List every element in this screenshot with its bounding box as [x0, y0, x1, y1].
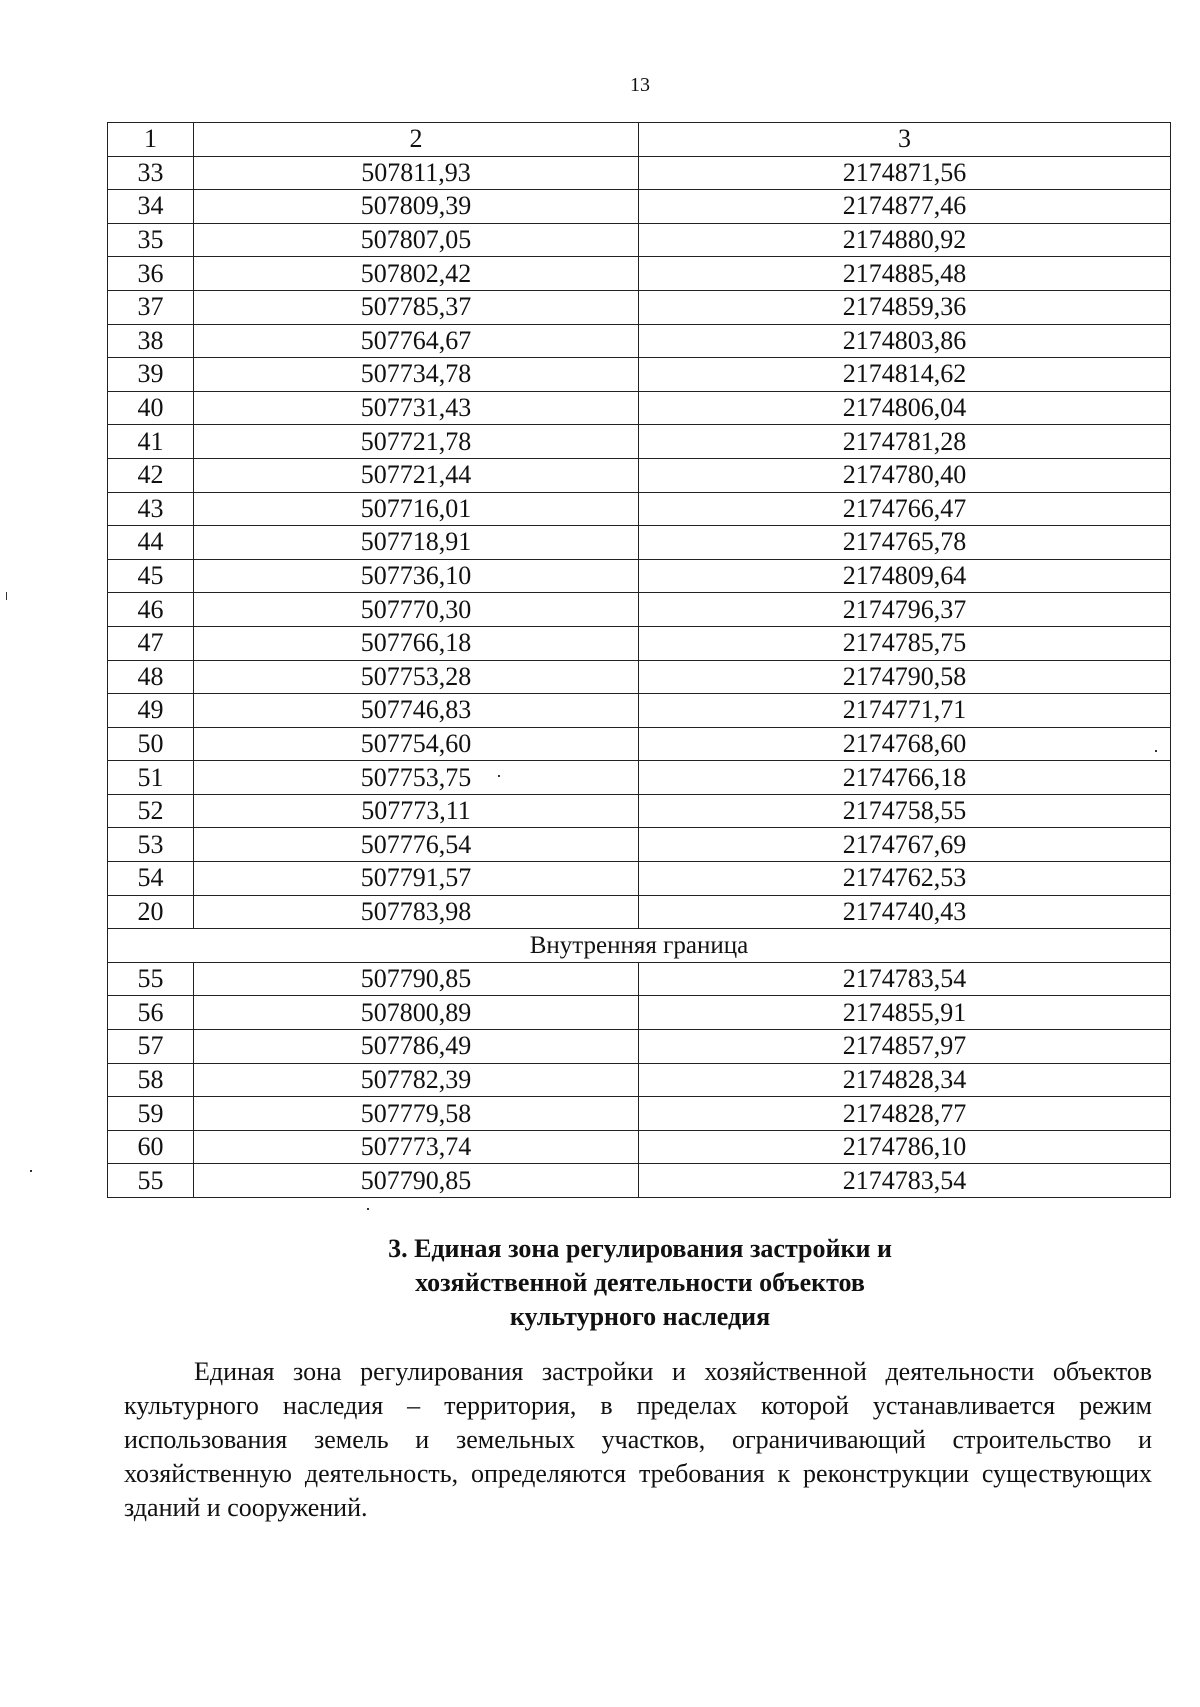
table-row [108, 223, 1171, 257]
coord-y-cell: 2174790,58 [639, 660, 1171, 694]
table-row [108, 727, 1171, 761]
coord-x-cell: 507785,37 [194, 290, 639, 324]
coord-y-cell: 2174828,77 [639, 1097, 1171, 1131]
point-number-cell: 55 [108, 1164, 194, 1198]
coord-x-cell: 507754,60 [194, 727, 639, 761]
point-number-cell: 34 [108, 190, 194, 224]
table-row [108, 862, 1171, 896]
coord-x-cell: 507782,39 [194, 1063, 639, 1097]
table-row [108, 593, 1171, 627]
table-row [108, 526, 1171, 560]
point-number-cell: 41 [108, 425, 194, 459]
table-row [108, 492, 1171, 526]
point-number-cell: 44 [108, 526, 194, 560]
coord-x-cell: 507721,78 [194, 425, 639, 459]
point-number-cell: 59 [108, 1097, 194, 1131]
point-number-cell: 46 [108, 593, 194, 627]
point-number-cell: 60 [108, 1130, 194, 1164]
scan-speck [367, 1208, 369, 1210]
coord-x-cell: 507776,54 [194, 828, 639, 862]
coord-y-cell: 2174783,54 [639, 1164, 1171, 1198]
point-number-cell: 45 [108, 559, 194, 593]
section-paragraph: Единая зона регулирования застройки и хозяйственной деятельности объектов культурного наследия – территория, в пределах которой устанавливается режим использования земель и земельных участков, ограничивающий строительство и хозяйственную деятельность, определяются требования к реконструкции существующих зданий и сооружений. [124, 1357, 1152, 1522]
coord-x-cell: 507790,85 [194, 1164, 639, 1198]
coord-x-cell: 507753,28 [194, 660, 639, 694]
point-number-cell: 35 [108, 223, 194, 257]
point-number-cell: 55 [108, 962, 194, 996]
point-number-cell: 20 [108, 895, 194, 929]
coord-x-cell: 507800,89 [194, 996, 639, 1030]
coord-x-cell: 507811,93 [194, 156, 639, 190]
scan-speck [6, 592, 7, 600]
coord-x-cell: 507716,01 [194, 492, 639, 526]
coord-y-cell: 2174766,47 [639, 492, 1171, 526]
table-row [108, 156, 1171, 190]
table-row [108, 761, 1171, 795]
coord-x-cell: 507773,11 [194, 794, 639, 828]
coord-y-cell: 2174785,75 [639, 626, 1171, 660]
coord-y-cell: 2174765,78 [639, 526, 1171, 560]
coord-y-cell: 2174781,28 [639, 425, 1171, 459]
point-number-cell: 42 [108, 458, 194, 492]
table-row [108, 559, 1171, 593]
point-number-cell: 51 [108, 761, 194, 795]
coord-x-cell: 507791,57 [194, 862, 639, 896]
coord-y-cell: 2174783,54 [639, 962, 1171, 996]
scan-speck [30, 1170, 32, 1172]
table-row [108, 458, 1171, 492]
table-row [108, 1097, 1171, 1131]
section-row [108, 929, 1171, 963]
table-row [108, 828, 1171, 862]
coord-y-cell: 2174766,18 [639, 761, 1171, 795]
coord-y-cell: 2174806,04 [639, 391, 1171, 425]
point-number-cell: 52 [108, 794, 194, 828]
table-row [108, 1164, 1171, 1198]
coord-x-cell: 507790,85 [194, 962, 639, 996]
table-row [108, 962, 1171, 996]
coordinates-table [107, 122, 1171, 1198]
table-row [108, 996, 1171, 1030]
header-cell-3: 3 [639, 123, 1171, 157]
scan-speck [1155, 750, 1157, 752]
coord-y-cell: 2174885,48 [639, 257, 1171, 291]
coord-x-cell: 507779,58 [194, 1097, 639, 1131]
coord-x-cell: 507721,44 [194, 458, 639, 492]
heading-line: культурного наследия [509, 1302, 771, 1331]
table-header-row [108, 123, 1171, 157]
point-number-cell: 48 [108, 660, 194, 694]
coord-x-cell: 507753,75 [194, 761, 639, 795]
table-row [108, 694, 1171, 728]
coord-y-cell: 2174828,34 [639, 1063, 1171, 1097]
point-number-cell: 36 [108, 257, 194, 291]
coord-y-cell: 2174740,43 [639, 895, 1171, 929]
coord-x-cell: 507809,39 [194, 190, 639, 224]
point-number-cell: 56 [108, 996, 194, 1030]
point-number-cell: 37 [108, 290, 194, 324]
coord-x-cell: 507773,74 [194, 1130, 639, 1164]
point-number-cell: 33 [108, 156, 194, 190]
coord-y-cell: 2174767,69 [639, 828, 1171, 862]
coord-y-cell: 2174814,62 [639, 358, 1171, 392]
table-row [108, 290, 1171, 324]
point-number-cell: 57 [108, 1030, 194, 1064]
coord-y-cell: 2174758,55 [639, 794, 1171, 828]
point-number-cell: 38 [108, 324, 194, 358]
point-number-cell: 58 [108, 1063, 194, 1097]
inner-boundary-label: Внутренняя граница [108, 929, 1171, 963]
heading-line: 3. Единая зона регулирования застройки и [388, 1234, 892, 1263]
header-cell-1: 1 [108, 123, 194, 157]
coord-x-cell: 507802,42 [194, 257, 639, 291]
point-number-cell: 40 [108, 391, 194, 425]
coord-y-cell: 2174859,36 [639, 290, 1171, 324]
coord-y-cell: 2174768,60 [639, 727, 1171, 761]
point-number-cell: 50 [108, 727, 194, 761]
coord-y-cell: 2174796,37 [639, 593, 1171, 627]
coord-x-cell: 507766,18 [194, 626, 639, 660]
coord-y-cell: 2174803,86 [639, 324, 1171, 358]
coord-y-cell: 2174809,64 [639, 559, 1171, 593]
point-number-cell: 54 [108, 862, 194, 896]
coord-x-cell: 507734,78 [194, 358, 639, 392]
table-row [108, 626, 1171, 660]
table-row [108, 358, 1171, 392]
table-row [108, 895, 1171, 929]
coord-y-cell: 2174786,10 [639, 1130, 1171, 1164]
table-row [108, 1130, 1171, 1164]
table-row [108, 1030, 1171, 1064]
scan-speck [498, 775, 500, 777]
coord-y-cell: 2174871,56 [639, 156, 1171, 190]
coord-y-cell: 2174857,97 [639, 1030, 1171, 1064]
coord-y-cell: 2174780,40 [639, 458, 1171, 492]
coord-y-cell: 2174880,92 [639, 223, 1171, 257]
coord-x-cell: 507746,83 [194, 694, 639, 728]
table-row [108, 257, 1171, 291]
section-heading [0, 1232, 1200, 1334]
coord-y-cell: 2174855,91 [639, 996, 1171, 1030]
coord-x-cell: 507770,30 [194, 593, 639, 627]
page-number: 13 [630, 74, 650, 96]
header-cell-2: 2 [194, 123, 639, 157]
point-number-cell: 43 [108, 492, 194, 526]
heading-line: хозяйственной деятельности объектов [415, 1268, 865, 1297]
table-row [108, 190, 1171, 224]
point-number-cell: 49 [108, 694, 194, 728]
table-row [108, 794, 1171, 828]
coord-x-cell: 507764,67 [194, 324, 639, 358]
table-row [108, 391, 1171, 425]
coord-y-cell: 2174771,71 [639, 694, 1171, 728]
point-number-cell: 47 [108, 626, 194, 660]
coord-x-cell: 507807,05 [194, 223, 639, 257]
coord-x-cell: 507731,43 [194, 391, 639, 425]
coord-x-cell: 507736,10 [194, 559, 639, 593]
coord-y-cell: 2174762,53 [639, 862, 1171, 896]
table-row [108, 324, 1171, 358]
table-row [108, 1063, 1171, 1097]
coord-x-cell: 507783,98 [194, 895, 639, 929]
table-row [108, 660, 1171, 694]
point-number-cell: 53 [108, 828, 194, 862]
coord-x-cell: 507786,49 [194, 1030, 639, 1064]
coord-x-cell: 507718,91 [194, 526, 639, 560]
point-number-cell: 39 [108, 358, 194, 392]
table-row [108, 425, 1171, 459]
coord-y-cell: 2174877,46 [639, 190, 1171, 224]
